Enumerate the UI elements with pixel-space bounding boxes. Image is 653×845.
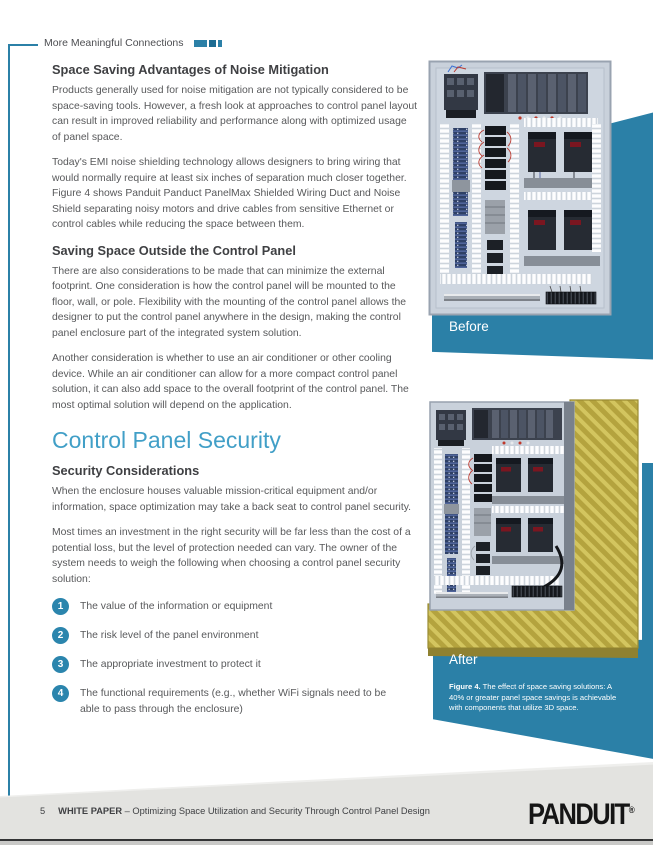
footer-doc-title: WHITE PAPER – Optimizing Space Utilization and Security Through Control Panel Design xyxy=(58,806,430,816)
figure-caption-text: The effect of space saving solutions: A 40% or greater panel space savings is achievable with components that utilize 3D space. xyxy=(449,682,617,712)
list-item-text: The risk level of the panel environment xyxy=(80,630,259,641)
list-item xyxy=(52,685,418,717)
panduit-logo-text: PANDUIT xyxy=(528,798,629,832)
din-rail xyxy=(444,294,540,301)
before-panel-image xyxy=(428,60,612,316)
registered-mark: ® xyxy=(628,804,635,816)
accent-vertical-rule xyxy=(8,44,10,830)
after-label: After xyxy=(449,652,478,667)
list-item-text: The appropriate investment to protect it xyxy=(80,659,261,670)
paragraph-outside-2: Another consideration is whether to use an air conditioner or other cooling device. While an air conditioner can allow for a more compact control panel solution, it can also add space to the overall footprint of the control panel. The most optimal solution will depend on the application. xyxy=(52,353,409,411)
paragraph-outside-1: There are also considerations to be made that can minimize the external footprint. One consideration is how the control panel will be mounted to the floor, wall, or pole. Flexibility with the mounting of the control panel allows the designer to put the control panel anywhere in the design, making the control panel enclosure part of the integrated system solution. xyxy=(52,265,407,339)
decor-squares-icon xyxy=(194,40,222,47)
list-item xyxy=(52,627,418,644)
list-item-text: The functional requirements (e.g., whether WiFi signals need to be able to pass through the enclosure) xyxy=(80,688,387,715)
footer-bottom-strip xyxy=(0,841,653,845)
eyebrow-label: More Meaningful Connections xyxy=(44,37,184,49)
subheading-security-considerations: Security Considerations xyxy=(52,463,200,478)
list-item xyxy=(52,656,418,673)
figure-caption xyxy=(449,682,627,714)
paragraph-noise-1: Products generally used for noise mitigation are not typically considered to be space-saving tools. However, a fresh look at approaches to control panel layout can result in improved reliability and performance along with optimized usage of panel space. xyxy=(52,85,418,143)
before-label: Before xyxy=(449,319,489,334)
figure-caption-lead: Figure 4. xyxy=(449,682,481,691)
heading-noise-mitigation: Space Saving Advantages of Noise Mitigation xyxy=(52,62,329,77)
plc-rack xyxy=(484,72,588,120)
paragraph-security-1: When the enclosure houses valuable mission-critical equipment and/or information, space optimization may take a back seat to control panel security. xyxy=(52,486,412,513)
plc-rack xyxy=(472,408,562,445)
numbered-list xyxy=(52,598,418,717)
list-number-badge: 3 xyxy=(52,656,69,673)
panduit-logo xyxy=(528,798,635,832)
footer-doc-type: WHITE PAPER xyxy=(58,806,123,816)
power-supply-block xyxy=(436,410,466,446)
list-item xyxy=(52,598,418,615)
paragraph-security-2: Most times an investment in the right security will be far less than the cost of a potential loss, but the level of protection needed can vary. The owner of the system needs to weigh the following when choosing a control panel security solution: xyxy=(52,527,411,585)
wiring-duct xyxy=(440,124,449,274)
list-number-badge: 2 xyxy=(52,627,69,644)
article-column xyxy=(52,62,418,729)
eyebrow xyxy=(44,37,222,49)
paragraph-noise-2: Today's EMI noise shielding technology allows designers to bring wiring that would normally require at least six inches of separation much closer together. Figure 4 shows Panduit Panduct PanelMax Shielded Wiring Duct and Noise Shield separating noisy motors and drive cables from sensitive Ethernet or control cables while reducing the space between them. xyxy=(52,157,407,230)
footer-text xyxy=(40,806,430,816)
heading-outside-panel: Saving Space Outside the Control Panel xyxy=(52,242,296,258)
list-number-badge: 1 xyxy=(52,598,69,615)
accent-top-rule xyxy=(8,44,38,46)
list-number-badge: 4 xyxy=(52,685,69,702)
footer-page-number: 5 xyxy=(40,806,46,816)
list-item-text: The value of the information or equipment xyxy=(80,601,273,612)
din-rail xyxy=(436,592,508,598)
footer-divider-line xyxy=(0,839,653,841)
heading-control-panel-security: Control Panel Security xyxy=(52,427,281,453)
